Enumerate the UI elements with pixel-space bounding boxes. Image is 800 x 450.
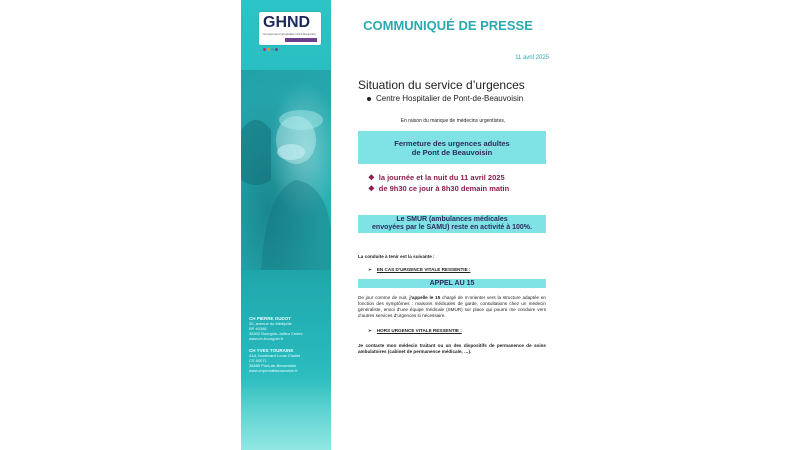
address-line: BP 40348 bbox=[249, 326, 267, 331]
section-emergency-text: EN CAS D’URGENCE VITALE RESSENTIE : bbox=[376, 267, 471, 272]
release-date: 11 avril 2025 bbox=[515, 55, 549, 61]
address-line: 30, avenue du Médipôle bbox=[249, 321, 292, 326]
address-name: CH YVES TOURAINE bbox=[249, 348, 294, 353]
sub-heading bbox=[367, 94, 523, 103]
press-release-page bbox=[241, 0, 559, 450]
ghnd-logo bbox=[259, 12, 321, 45]
address-name: CH PIERRE OUDOT bbox=[249, 316, 292, 321]
section-emergency bbox=[368, 267, 470, 273]
smur-box-line: envoyées par le SAMU) reste en activité à 100%. bbox=[372, 224, 532, 231]
medical-staff-photo bbox=[241, 70, 331, 270]
address-link[interactable]: www.ch-bourgoin.fr bbox=[249, 336, 284, 341]
closure-line bbox=[368, 184, 509, 193]
section-non-emergency bbox=[368, 328, 462, 334]
smur-box-line: Le SMUR (ambulances médicales bbox=[396, 216, 508, 223]
main-heading: Situation du service d’urgences bbox=[358, 78, 525, 92]
arrow-bullet-icon: ➢ bbox=[368, 267, 372, 272]
smur-box bbox=[358, 215, 546, 233]
para-bold: j’appelle le 15 bbox=[409, 295, 441, 300]
conduct-text: La conduite à tenir est la suivante : bbox=[358, 254, 435, 259]
address-link[interactable]: www.chpontdebeauvoisin.fr bbox=[249, 368, 298, 373]
para-text: chargé de m’orienter vers la structure adaptée en fonction des symptômes : maisons médicales de garde, consultations chez un médecin généraliste, envoi d’une équipe médicale (SMUR) sur place qui pourra me conduire vers d’autres services d’urgences si nécessaire. bbox=[358, 295, 546, 318]
section-non-emergency-text: HORS URGENCE VITALE RESSENTIE : bbox=[376, 328, 462, 333]
address-line: 41A, boulevard Louis Chollet bbox=[249, 353, 301, 358]
sidebar-banner bbox=[241, 0, 331, 450]
logo-subtitle: Groupement Hospitalier Nord-Dauphiné bbox=[263, 32, 316, 36]
logo-text: GHND bbox=[263, 14, 311, 31]
closure-line-text: la journée et la nuit du 11 avril 2025 bbox=[378, 173, 505, 182]
closure-box bbox=[358, 131, 546, 164]
diamond-bullet-icon: ❖ bbox=[368, 173, 375, 182]
diamond-bullet-icon: ❖ bbox=[368, 184, 375, 193]
closure-box-line: de Pont de Beauvoisin bbox=[411, 148, 493, 157]
call-15-banner: APPEL AU 15 bbox=[358, 279, 546, 288]
address-line: 38480 Pont-de-Beauvoisin bbox=[249, 363, 297, 368]
closure-box-line: Fermeture des urgences adultes bbox=[394, 139, 510, 148]
logo-bar bbox=[285, 38, 317, 42]
address-block-1 bbox=[249, 316, 329, 341]
emergency-paragraph bbox=[358, 295, 546, 319]
non-emergency-paragraph: Je contacte mon médecin traitant ou un des dispositifs de permanence de soins ambulatoires (cabinet de permanence médicale, …). bbox=[358, 343, 546, 354]
surgeon-illustration-icon bbox=[241, 70, 331, 270]
sidebar-glow bbox=[241, 380, 331, 450]
address-line: CS 80071 bbox=[249, 358, 267, 363]
intro-text: En raison du manque de médecins urgentistes, bbox=[400, 118, 506, 124]
closure-line bbox=[368, 173, 505, 182]
bullet-icon bbox=[367, 97, 371, 101]
logo-dots-icon bbox=[263, 38, 285, 42]
address-line: 38302 Bourgoin-Jallieu Cedex bbox=[249, 331, 303, 336]
closure-line-text: de 9h30 ce jour à 8h30 demain matin bbox=[378, 184, 510, 193]
para-text: De jour comme de nuit, bbox=[358, 295, 410, 300]
page-title: COMMUNIQUÉ DE PRESSE bbox=[363, 18, 533, 33]
sub-heading-text: Centre Hospitalier de Pont-de-Beauvoisin bbox=[376, 94, 524, 103]
arrow-bullet-icon: ➢ bbox=[368, 328, 372, 333]
address-block-2 bbox=[249, 348, 329, 373]
